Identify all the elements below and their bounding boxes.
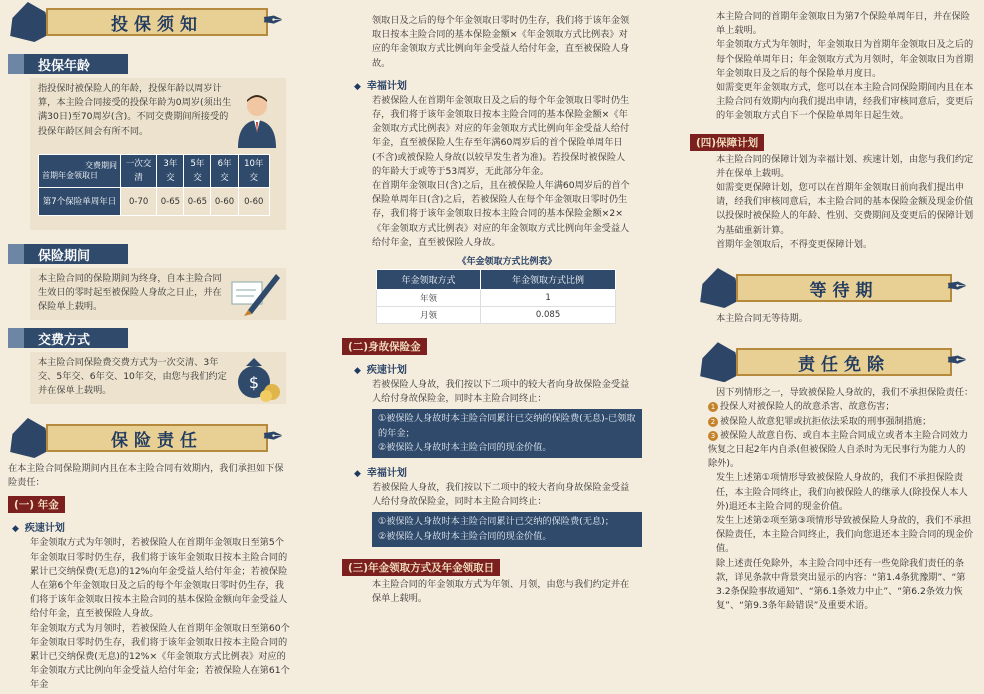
plan-heading-fast: ◆ 疾速计划 bbox=[354, 361, 642, 376]
plan-text: 如需变更保障计划，您可以在首期年金领取日前向我们提出申请，经我们审核同意后，本主险合同的基本保险金额及现金价值以投保时被保险人的年龄、性别、交费期间及变更后的保障计划为基础重新计算。 bbox=[716, 182, 974, 236]
table-col-header: 10年交 bbox=[238, 155, 269, 188]
quill-icon: ✒ bbox=[946, 346, 968, 377]
annuity-date-text: 本主险合同的首期年金领取日为第7个保险单周年日，并在保险单上载明。 bbox=[716, 11, 970, 37]
exclusion-text: 除上述责任免除外，本主险合同中还有一些免除我们责任的条款，详见条款中背景突出显示的内容：“第1.4条犹豫期”、“第3.2条保险事故通知”、“第6.1条效力中止”、“第6.2条效力恢复”、“第9.3条年龄错误”及重要术语。 bbox=[716, 557, 966, 612]
plan-heading-happiness: ◆ 幸福计划 bbox=[354, 464, 642, 479]
exclusion-text: 发生上述第①项情形导致被保险人身故的，我们不承担保险责任，本主险合同终止，我们向被保险人的继承人(除投保人本人外)退还本主险合同的现金价值。 bbox=[716, 472, 968, 512]
table-row: 月领 0.085 bbox=[377, 307, 616, 324]
exclusion-item: 2 被保险人故意犯罪或抗拒依法采取的刑事强制措施； bbox=[690, 415, 984, 429]
plan-text: 年金领取方式为年领时，若被保险人在首期年金领取日至第5个年金领取日零时仍生存，我们将于该年金领取日按本主险合同的累计已交纳保费(无息)的12%向年金受益人给付年金；若被保险人在第6个年金领取日及之后的每个年金领取日零时仍生存，我们将于该年金领取日按本主险合同的基本保险金额向年金受益人给付年金，直至被保险人身故。 bbox=[30, 537, 288, 620]
waiting-text: 本主险合同无等待期。 bbox=[716, 313, 808, 325]
money-bag-icon bbox=[232, 352, 282, 407]
payment-box bbox=[30, 352, 286, 404]
section-heading-death-benefit: (二)身故保险金 bbox=[342, 338, 427, 355]
plan-heading-fast: ◆ 疾速计划 bbox=[12, 519, 300, 534]
plan-text: 在首期年金领取日(含)之后，且在被保险人年满60周岁后的首个保险单周年日(含)之后，若被保险人在每个年金领取日零时仍生存，我们将于该年金领取日按本主险合同的基本保险金额×2×《年金领取方式比例表》对应的年金领取方式比例向年金受益人给付年金，直至被保险人身故。 bbox=[372, 180, 630, 248]
section-heading-plan: (四)保障计划 bbox=[690, 134, 764, 151]
pen-document-icon bbox=[230, 270, 280, 321]
benefit-options-box: ①被保险人身故时本主险合同累计已交纳的保险费(无息)-已领取的年金； ②被保险人身故时本主险合同的现金价值。 bbox=[372, 409, 642, 458]
plan-text-continued: 领取日及之后的每个年金领取日零时仍生存，我们将于该年金领取日按本主险合同的基本保险金额×《年金领取方式比例表》对应的年金领取方式比例向年金受益人给付年金，直至被保险人身故。 bbox=[372, 15, 630, 69]
banner-title: 等待期 bbox=[809, 280, 879, 301]
table-row: 年领 1 bbox=[377, 290, 616, 307]
age-table: 交费期间 首期年金领取日 一次交清 3年交 5年交 6年交 10年交 第7个保险单周年日 0-70 0-65 0-65 0-60 0-60 bbox=[38, 154, 270, 216]
responsibility-intro: 在本主险合同保险期间内且在本主险合同有效期内，我们承担如下保险责任： bbox=[8, 463, 284, 489]
section-banner-notice bbox=[8, 0, 292, 46]
ratio-table: 年金领取方式 年金领取方式比例 年领 1 月领 0.085 bbox=[376, 269, 616, 324]
exclusion-intro: 因下列情形之一，导致被保险人身故的，我们不承担保险责任： bbox=[716, 387, 974, 399]
plan-text: 本主险合同的保障计划为幸福计划、疾速计划，由您与我们约定并在保单上载明。 bbox=[716, 153, 974, 179]
column-right bbox=[690, 0, 984, 694]
banner-title: 责任免除 bbox=[798, 354, 890, 375]
table-row: 第7个保险单周年日 0-70 0-65 0-65 0-60 0-60 bbox=[39, 188, 270, 216]
section-heading-annuity-method: (三)年金领取方式及年金领取日 bbox=[342, 559, 500, 576]
plan-text: 若被保险人身故，我们按以下二项中的较大者向身故保险金受益人给付身故保险金，同时本主险合同终止： bbox=[372, 482, 630, 508]
change-method-text: 如需变更年金领取方式，您可以在本主险合同保险期间内且在本主险合同有效期内向我们提出申请，经我们审核同意后，变更后的年金领取方式自下一个保险单周年日起生效。 bbox=[716, 82, 974, 122]
section-heading-annuity: (一) 年金 bbox=[8, 496, 65, 513]
subtitle-age: 投保年龄 bbox=[8, 54, 128, 74]
ratio-table-title: 《年金领取方式比例表》 bbox=[457, 257, 557, 268]
quill-icon: ✒ bbox=[946, 272, 968, 303]
column-left bbox=[0, 0, 300, 694]
section-banner-responsibility bbox=[8, 416, 292, 462]
banner-title: 投保须知 bbox=[111, 14, 203, 35]
plan-text: 若被保险人身故，我们按以下二项中的较大者向身故保险金受益人给付身故保险金，同时本主险合同终止： bbox=[372, 379, 630, 405]
period-text: 本主险合同的保险期间为终身，自本主险合同生效日的零时起至被保险人身故之日止，并在保险单上载明。 bbox=[38, 273, 222, 313]
businessman-icon bbox=[234, 92, 280, 148]
exclusion-item: 3 被保险人故意自伤、或自本主险合同成立或者本主险合同效力恢复之日起2年内自杀(但被保险人自杀时为无民事行为能力人的除外)。 bbox=[708, 429, 969, 470]
plan-text: 年金领取方式为月领时，若被保险人在首期年金领取日至第60个年金领取日零时仍生存，我们将于该年金领取日按本主险合同的累计已交纳保费(无息)的12%×《年金领取方式比例表》对应的年金领取方式比例向年金受益人给付年金；若被保险人在第61个年金 bbox=[30, 622, 290, 691]
quill-icon: ✒ bbox=[262, 6, 284, 36]
subtitle-period: 保险期间 bbox=[8, 244, 128, 264]
age-box bbox=[30, 78, 286, 230]
plan-text: 若被保险人在首期年金领取日及之后的每个年金领取日零时仍生存，我们将于该年金领取日按本主险合同的基本保险金额×《年金领取方式比例表》对应的年金领取方式比例向年金受益人给付年金，直至被保险人生存至年满60周岁后的首个保险单周年日(不含)或被保险人身故(以较早发生者为准)。若投保时被保险人的年龄大于或等于53周岁，无此部分年金。 bbox=[372, 94, 630, 177]
payment-text: 本主险合同保险费交费方式为一次交清、3年交、5年交、6年交、10年交，由您与我们约定并在保单上载明。 bbox=[38, 357, 227, 397]
table-col-header: 一次交清 bbox=[121, 155, 157, 188]
annuity-date-text: 年金领取方式为年领时，年金领取日为首期年金领取日及之后的每个保险单周年日；年金领取方式为月领时，年金领取日为首期年金领取日及之后的每个保险单月度日。 bbox=[716, 39, 974, 79]
period-box bbox=[30, 268, 286, 320]
table-col-header: 3年交 bbox=[157, 155, 184, 188]
plan-heading-happiness: ◆ 幸福计划 bbox=[354, 77, 642, 92]
exclusion-item: 1 投保人对被保险人的故意杀害、故意伤害； bbox=[690, 400, 984, 414]
table-col-header: 5年交 bbox=[184, 155, 211, 188]
section-banner-waiting bbox=[698, 266, 976, 312]
section-banner-exclusion bbox=[698, 340, 976, 386]
svg-text:$: $ bbox=[248, 373, 260, 392]
table-col-header: 6年交 bbox=[211, 155, 238, 188]
banner-title: 保险责任 bbox=[111, 430, 203, 451]
age-text: 指投保时被保险人的年龄，投保年龄以周岁计算，本主险合同接受的投保年龄为0周岁(须出生满30日)至70周岁(含)。不同交费期间所接受的投保年龄区间会有所不同。 bbox=[38, 83, 232, 137]
plan-text: 首期年金领取后，不得变更保障计划。 bbox=[716, 238, 873, 250]
quill-icon: ✒ bbox=[262, 422, 284, 452]
benefit-options-box: ①被保险人身故时本主险合同累计已交纳的保险费(无息)； ②被保险人身故时本主险合同的现金价值。 bbox=[372, 512, 642, 546]
exclusion-text: 发生上述第②项至第③项情形导致被保险人身故的，我们不承担保险责任，本主险合同终止，我们向您退还本主险合同的现金价值。 bbox=[716, 515, 974, 555]
subtitle-payment: 交费方式 bbox=[8, 328, 128, 348]
column-middle bbox=[342, 0, 642, 694]
annuity-method-text: 本主险合同的年金领取方式为年领、月领，由您与我们约定并在保单上载明。 bbox=[372, 578, 630, 605]
